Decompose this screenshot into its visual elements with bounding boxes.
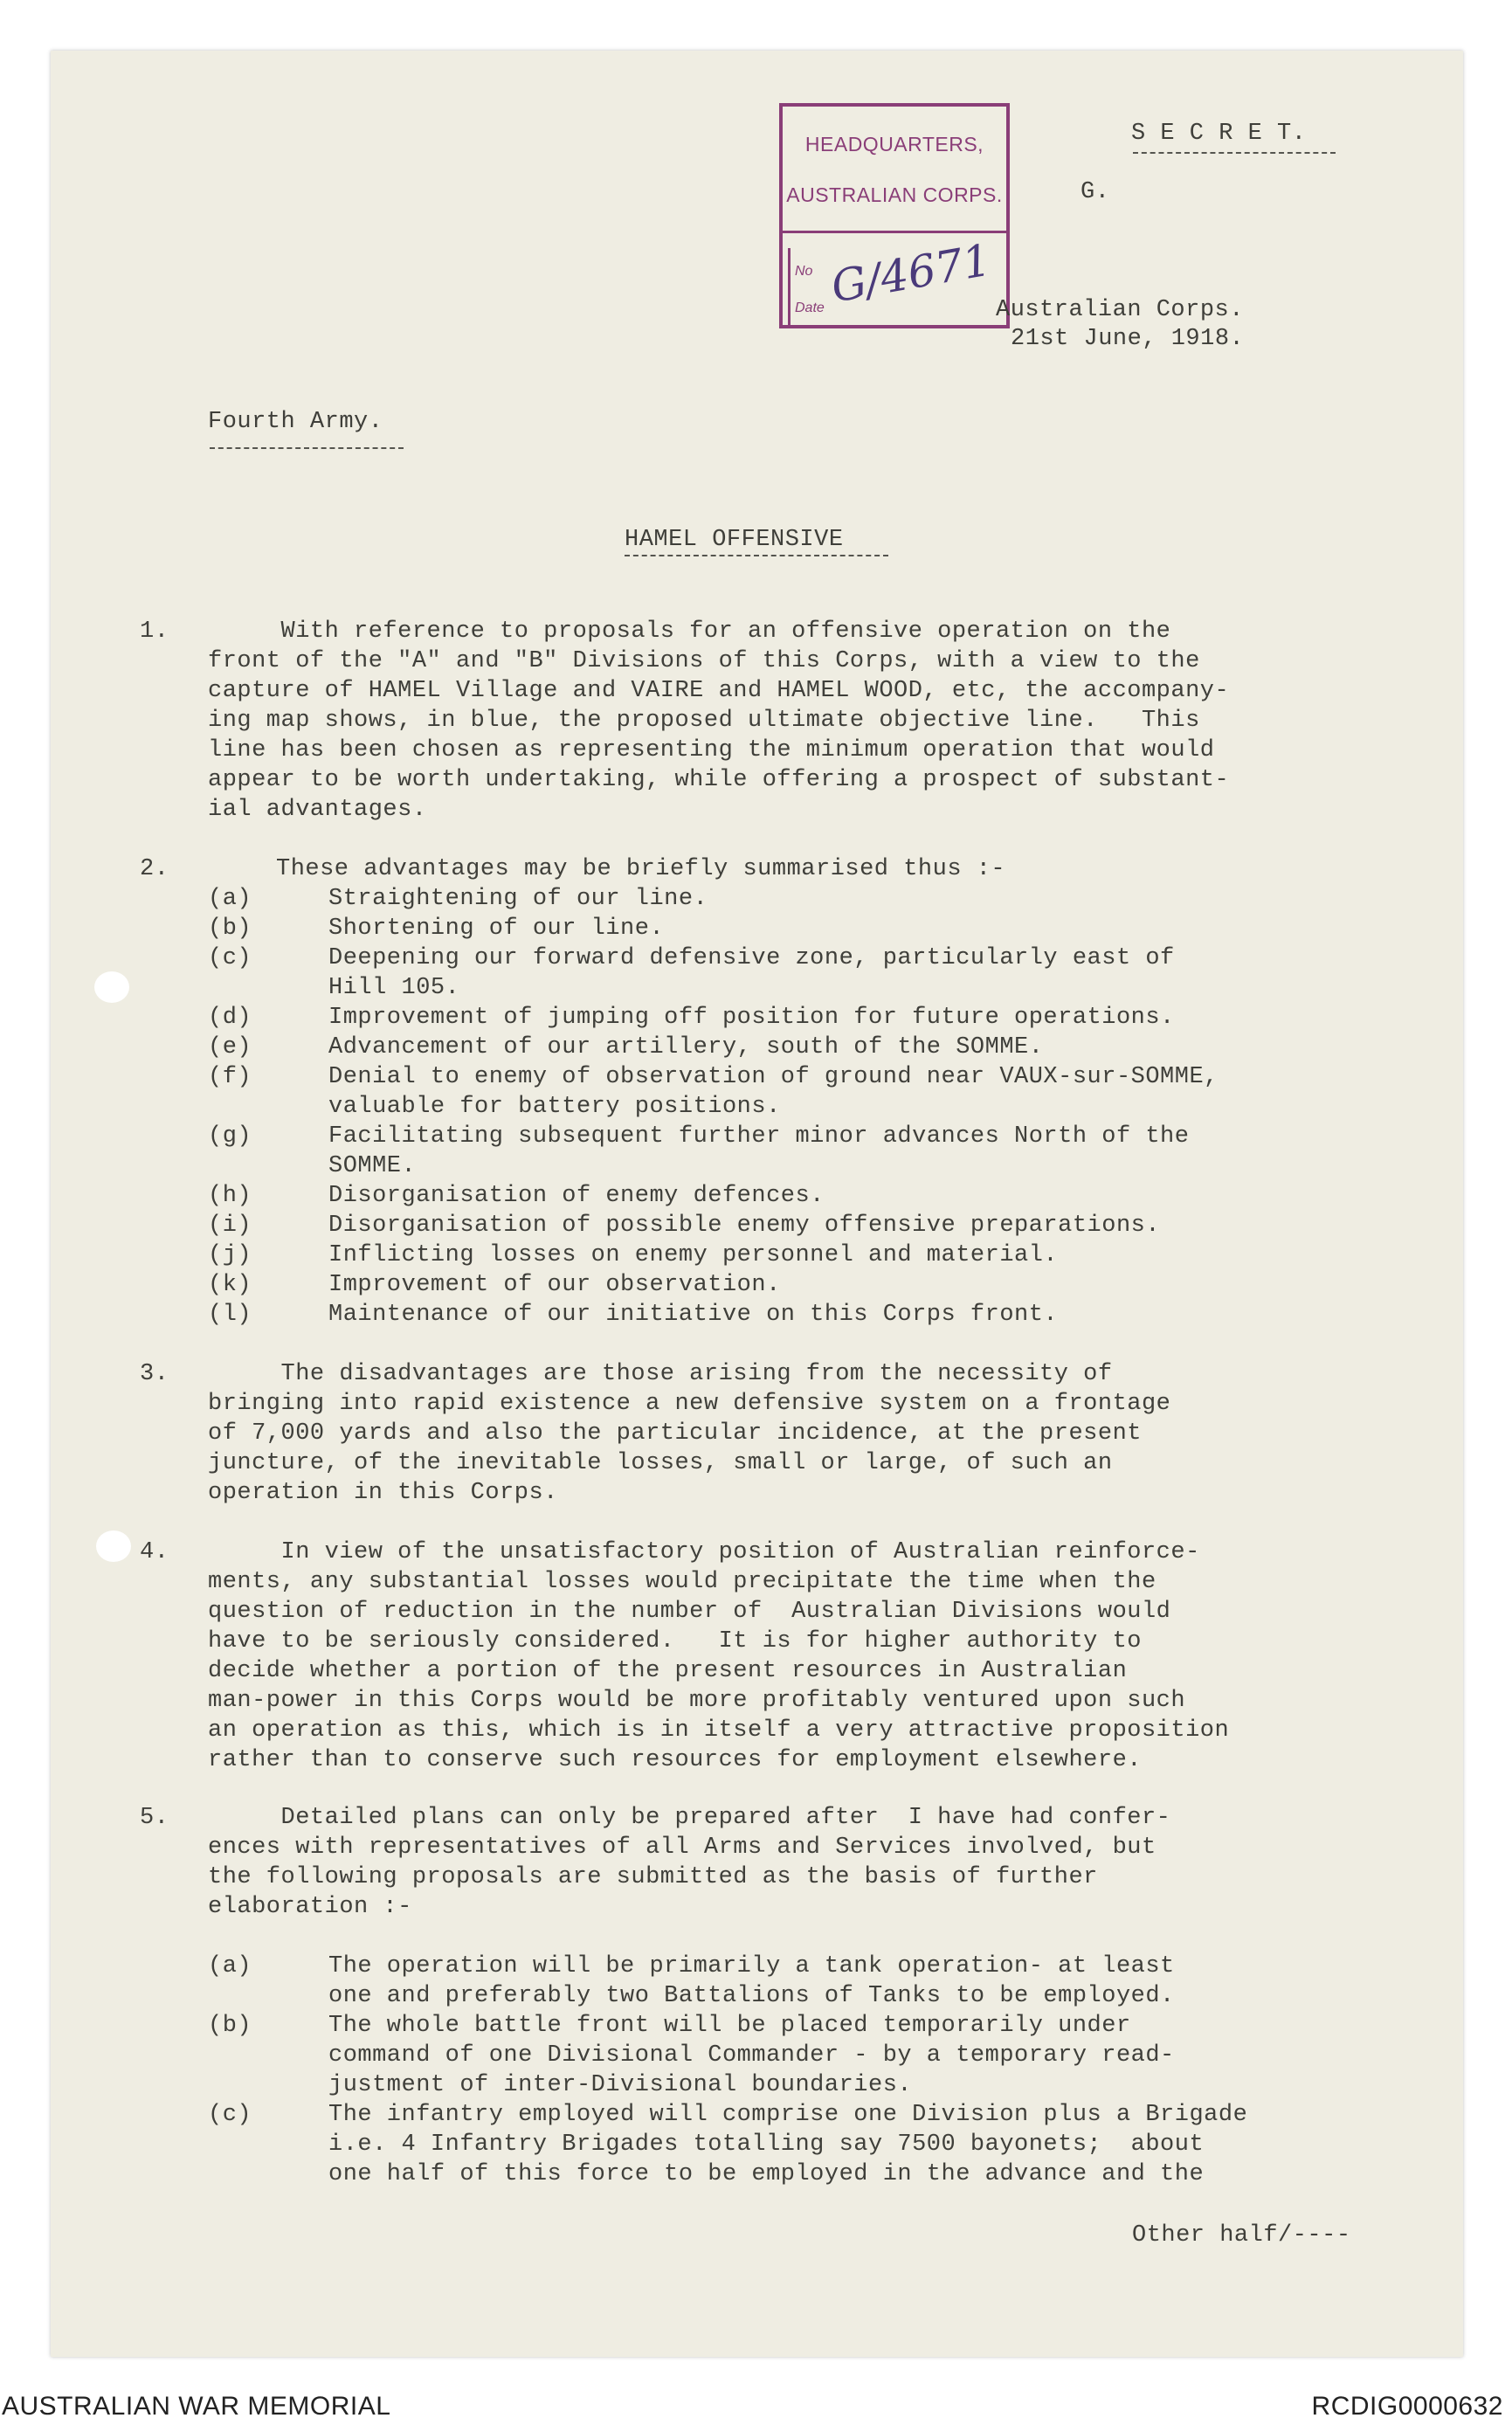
sender: Australian Corps. bbox=[996, 297, 1244, 323]
paragraph-number: 3. bbox=[140, 1361, 169, 1387]
classification-underline bbox=[1133, 152, 1336, 154]
stamp-line-2: AUSTRALIAN CORPS. bbox=[786, 183, 1003, 206]
handwritten-file-number: G/4671 bbox=[827, 234, 995, 313]
title-underline bbox=[625, 555, 888, 556]
paragraph-line: appear to be worth undertaking, while offering a prospect of substant- bbox=[208, 767, 1230, 793]
paragraph-number: 4. bbox=[140, 1539, 169, 1565]
stamp-divider-vertical bbox=[788, 248, 791, 327]
paragraph-number: 1. bbox=[140, 618, 169, 645]
list-label: (k) bbox=[208, 1272, 252, 1298]
paragraph-line: bringing into rapid existence a new defensive system on a frontage bbox=[208, 1391, 1171, 1417]
paragraph-line: decide whether a portion of the present resources in Australian bbox=[208, 1658, 1128, 1684]
list-label: (e) bbox=[208, 1034, 252, 1061]
stamp-no-label: No bbox=[795, 264, 813, 279]
list-item: one and preferably two Battalions of Tanks to be employed. bbox=[328, 1983, 1175, 2009]
punch-hole bbox=[96, 1530, 131, 1562]
branch: G. bbox=[1080, 179, 1110, 205]
list-item: The whole battle front will be placed temporarily under bbox=[328, 2013, 1131, 2039]
list-label: (a) bbox=[208, 886, 252, 912]
list-label: (l) bbox=[208, 1302, 252, 1328]
list-item: one half of this force to be employed in the advance and the bbox=[328, 2161, 1205, 2187]
list-item: Disorganisation of enemy defences. bbox=[328, 1183, 825, 1209]
list-item: Disorganisation of possible enemy offensive preparations. bbox=[328, 1212, 1161, 1239]
paragraph-line: question of reduction in the number of Australian Divisions would bbox=[208, 1599, 1171, 1625]
list-item: Maintenance of our initiative on this Corps front. bbox=[328, 1302, 1059, 1328]
paragraph-intro: These advantages may be briefly summarised thus :- bbox=[276, 856, 1006, 882]
list-item: The operation will be primarily a tank operation- at least bbox=[328, 1953, 1175, 1979]
paragraph-line: the following proposals are submitted as the basis of further bbox=[208, 1864, 1098, 1890]
list-item: SOMME. bbox=[328, 1153, 417, 1179]
list-item: Straightening of our line. bbox=[328, 886, 708, 912]
paragraph-line: man-power in this Corps would be more profitably ventured upon such bbox=[208, 1688, 1186, 1714]
paragraph-line: line has been chosen as representing the minimum operation that would bbox=[208, 737, 1215, 763]
stamp-line-1: HEADQUARTERS, bbox=[804, 133, 984, 155]
list-label: (c) bbox=[208, 945, 252, 971]
paragraph-line: ial advantages. bbox=[208, 797, 427, 823]
list-item: Inflicting losses on enemy personnel and material. bbox=[328, 1242, 1059, 1268]
list-item: Improvement of jumping off position for future operations. bbox=[328, 1005, 1175, 1031]
headquarters-stamp bbox=[779, 103, 1010, 328]
paragraph-line: have to be seriously considered. It is for higher authority to bbox=[208, 1628, 1142, 1655]
footer-reference: RCDIG0000632 bbox=[1311, 2392, 1503, 2421]
paragraph-line: ments, any substantial losses would precipitate the time when the bbox=[208, 1569, 1156, 1595]
list-item: Hill 105. bbox=[328, 975, 460, 1001]
list-label: (b) bbox=[208, 915, 252, 942]
list-item: Denial to enemy of observation of ground near VAUX-sur-SOMME, bbox=[328, 1064, 1219, 1090]
document-date: 21st June, 1918. bbox=[1011, 326, 1245, 352]
paragraph-line: an operation as this, which is in itself a very attractive proposition bbox=[208, 1717, 1230, 1744]
addressee: Fourth Army. bbox=[208, 409, 383, 435]
paragraph-number: 2. bbox=[140, 856, 169, 882]
paragraph-line: Detailed plans can only be prepared after I have had confer- bbox=[208, 1805, 1171, 1831]
list-label: (j) bbox=[208, 1242, 252, 1268]
paragraph-line: With reference to proposals for an offensive operation on the bbox=[208, 618, 1171, 645]
paragraph-line: ences with representatives of all Arms and Services involved, but bbox=[208, 1834, 1156, 1861]
list-item: Facilitating subsequent further minor advances North of the bbox=[328, 1123, 1190, 1150]
paragraph-line: elaboration :- bbox=[208, 1894, 412, 1920]
list-label: (a) bbox=[208, 1953, 252, 1979]
list-label: (c) bbox=[208, 2102, 252, 2128]
paragraph-line: capture of HAMEL Village and VAIRE and HAMEL WOOD, etc, the accompany- bbox=[208, 678, 1230, 704]
paragraph-line: operation in this Corps. bbox=[208, 1480, 558, 1506]
list-label: (d) bbox=[208, 1005, 252, 1031]
paragraph-line: In view of the unsatisfactory position of Australian reinforce- bbox=[208, 1539, 1200, 1565]
stamp-date-label: Date bbox=[795, 301, 825, 315]
list-label: (f) bbox=[208, 1064, 252, 1090]
footer-institution: AUSTRALIAN WAR MEMORIAL bbox=[2, 2392, 391, 2421]
list-item: Improvement of our observation. bbox=[328, 1272, 781, 1298]
list-item: Shortening of our line. bbox=[328, 915, 665, 942]
paragraph-line: of 7,000 yards and also the particular incidence, at the present bbox=[208, 1420, 1142, 1447]
list-item: justment of inter-Divisional boundaries. bbox=[328, 2072, 913, 2098]
catchword: Other half/---- bbox=[1132, 2222, 1351, 2249]
list-item: The infantry employed will comprise one Division plus a Brigade bbox=[328, 2102, 1248, 2128]
punch-hole bbox=[94, 971, 129, 1003]
paragraph-line: rather than to conserve such resources for employment elsewhere. bbox=[208, 1747, 1142, 1773]
list-label: (g) bbox=[208, 1123, 252, 1150]
list-label: (i) bbox=[208, 1212, 252, 1239]
paragraph-line: juncture, of the inevitable losses, small or large, of such an bbox=[208, 1450, 1113, 1476]
list-label: (b) bbox=[208, 2013, 252, 2039]
classification: S E C R E T. bbox=[1131, 121, 1307, 147]
list-label: (h) bbox=[208, 1183, 252, 1209]
list-item: i.e. 4 Infantry Brigades totalling say 7500 bayonets; about bbox=[328, 2131, 1205, 2158]
paragraph-line: front of the "A" and "B" Divisions of this Corps, with a view to the bbox=[208, 648, 1200, 674]
paragraph-number: 5. bbox=[140, 1805, 169, 1831]
paragraph-line: The disadvantages are those arising from the necessity of bbox=[208, 1361, 1113, 1387]
list-item: command of one Divisional Commander - by a temporary read- bbox=[328, 2042, 1175, 2069]
paragraph-line: ing map shows, in blue, the proposed ultimate objective line. This bbox=[208, 708, 1200, 734]
list-item: Deepening our forward defensive zone, particularly east of bbox=[328, 945, 1175, 971]
list-item: Advancement of our artillery, south of the SOMME. bbox=[328, 1034, 1044, 1061]
addressee-underline bbox=[210, 447, 404, 449]
stamp-divider bbox=[783, 231, 1006, 233]
document-title: HAMEL OFFENSIVE bbox=[625, 527, 844, 553]
list-item: valuable for battery positions. bbox=[328, 1094, 781, 1120]
